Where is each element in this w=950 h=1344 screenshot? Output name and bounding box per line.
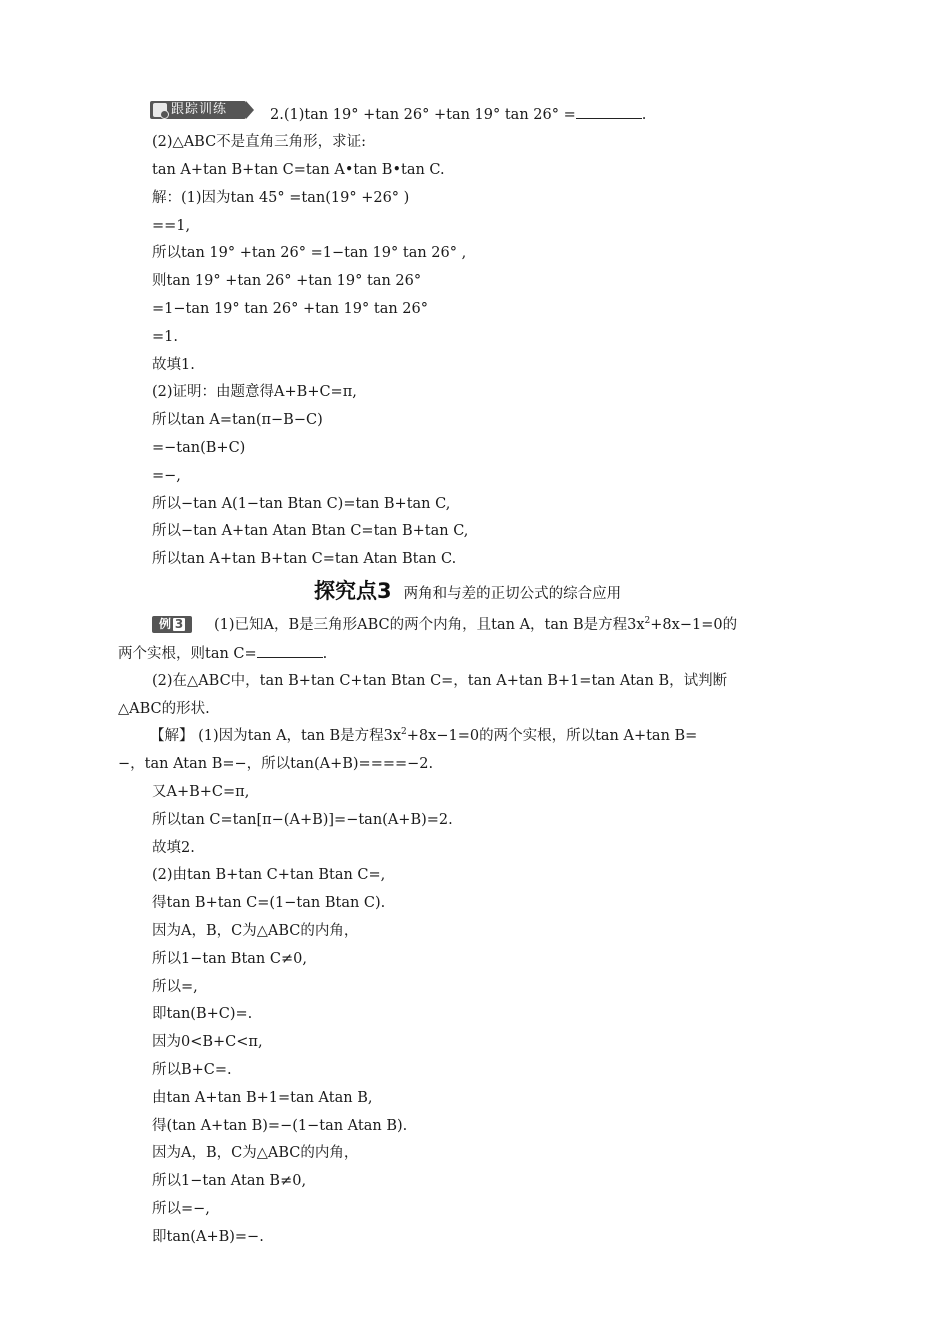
solution-line: 所以tan A+tan B+tan C=tan Atan Btan C. [152,551,457,567]
solution-line: 所以=, [152,979,198,995]
example-badge-number: 3 [174,617,184,631]
period: . [641,107,647,123]
example-3-line-2 [118,643,327,664]
question-2-line-2: (2)△ABC不是直角三角形，求证: [152,134,367,150]
question-2-line-1 [270,104,646,125]
superscript: 2 [401,727,407,738]
superscript: 2 [644,616,651,627]
solution-line: 得(tan A+tan B)=−(1−tan Atan B). [152,1118,408,1134]
example-3-part-2-line-2: △ABC的形状. [118,701,210,717]
solution-line: 所以1−tan Atan B≠0, [152,1173,307,1189]
example-badge-label: 例 [158,617,171,631]
solution-heading: 【解】 [150,728,194,744]
solution-line: 所以1−tan Btan C≠0, [152,951,307,967]
answer-blank[interactable] [576,104,642,119]
example-text: 两个实根，则tan C= [118,646,257,662]
example-text: +8x−1=0的 [650,617,738,633]
example-solution-line-1 [150,726,697,746]
example-text: (1)已知A，B是三角形ABC的两个内角，且tan A，tan B是方程3x [214,617,645,633]
solution-line: 所以B+C=. [152,1062,232,1078]
solution-line: ==1, [152,218,191,234]
track-practice-badge [150,101,252,120]
solution-line: (2)由tan B+tan C+tan Btan C=, [152,867,386,883]
solution-line: 因为A，B，C为△ABC的内角， [152,923,359,939]
section-title: 探究点3 [314,579,392,603]
solution-line: =−, [152,468,181,484]
badge-arrow [246,101,254,119]
solution-text: +8x−1=0的两个实根，所以tan A+tan B= [406,728,698,744]
solution-line: 又A+B+C=π, [152,784,250,800]
solution-line: 由tan A+tan B+1=tan Atan B, [152,1090,373,1106]
solution-line: =1−tan 19° tan 26° +tan 19° tan 26° [152,301,428,317]
check-note-icon [153,103,167,117]
solution-line: 因为0<B+C<π, [152,1034,263,1050]
answer-blank[interactable] [257,643,323,658]
solution-line: 得tan B+tan C=(1−tan Btan C). [152,895,386,911]
solution-line: 所以=−, [152,1201,210,1217]
example-3-line-1 [152,615,737,635]
solution-text: (1)因为tan A，tan B是方程3x [193,728,402,744]
solution-line: 因为A，B，C为△ABC的内角， [152,1145,359,1161]
section-heading [314,577,621,605]
solution-line: 所以tan 19° +tan 26° =1−tan 19° tan 26° , [152,245,467,261]
question-text: 2.(1)tan 19° +tan 26° +tan 19° tan 26° = [270,107,576,123]
solution-line: 则tan 19° +tan 26° +tan 19° tan 26° [152,273,422,289]
section-subtitle: 两角和与差的正切公式的综合应用 [403,586,622,602]
question-2-line-3: tan A+tan B+tan C=tan A•tan B•tan C. [152,162,445,178]
solution-line: 所以tan C=tan[π−(A+B)]=−tan(A+B)=2. [152,812,453,828]
solution-line: 解：(1)因为tan 45° =tan(19° +26° ) [152,190,410,206]
solution-line: =−tan(B+C) [152,440,246,456]
solution-line: 所以−tan A(1−tan Btan C)=tan B+tan C, [152,496,451,512]
badge-label: 跟踪训练 [171,102,228,117]
solution-line: (2)证明：由题意得A+B+C=π, [152,384,357,400]
example-solution-line-2: −，tan Atan B=−，所以tan(A+B)====−2. [118,756,434,772]
solution-line: 故填1. [152,357,195,373]
solution-line: 所以tan A=tan(π−B−C) [152,412,323,428]
solution-line: 即tan(A+B)=−. [152,1229,264,1245]
solution-line: 所以−tan A+tan Atan Btan C=tan B+tan C, [152,523,469,539]
example-3-part-2-line-1: (2)在△ABC中，tan B+tan C+tan Btan C=，tan A+tan B+1=tan Atan B，试判断 [152,673,728,689]
example-badge [152,616,192,633]
solution-line: 故填2. [152,840,195,856]
solution-line: 即tan(B+C)=. [152,1006,253,1022]
solution-line: =1. [152,329,178,345]
period: . [322,646,328,662]
